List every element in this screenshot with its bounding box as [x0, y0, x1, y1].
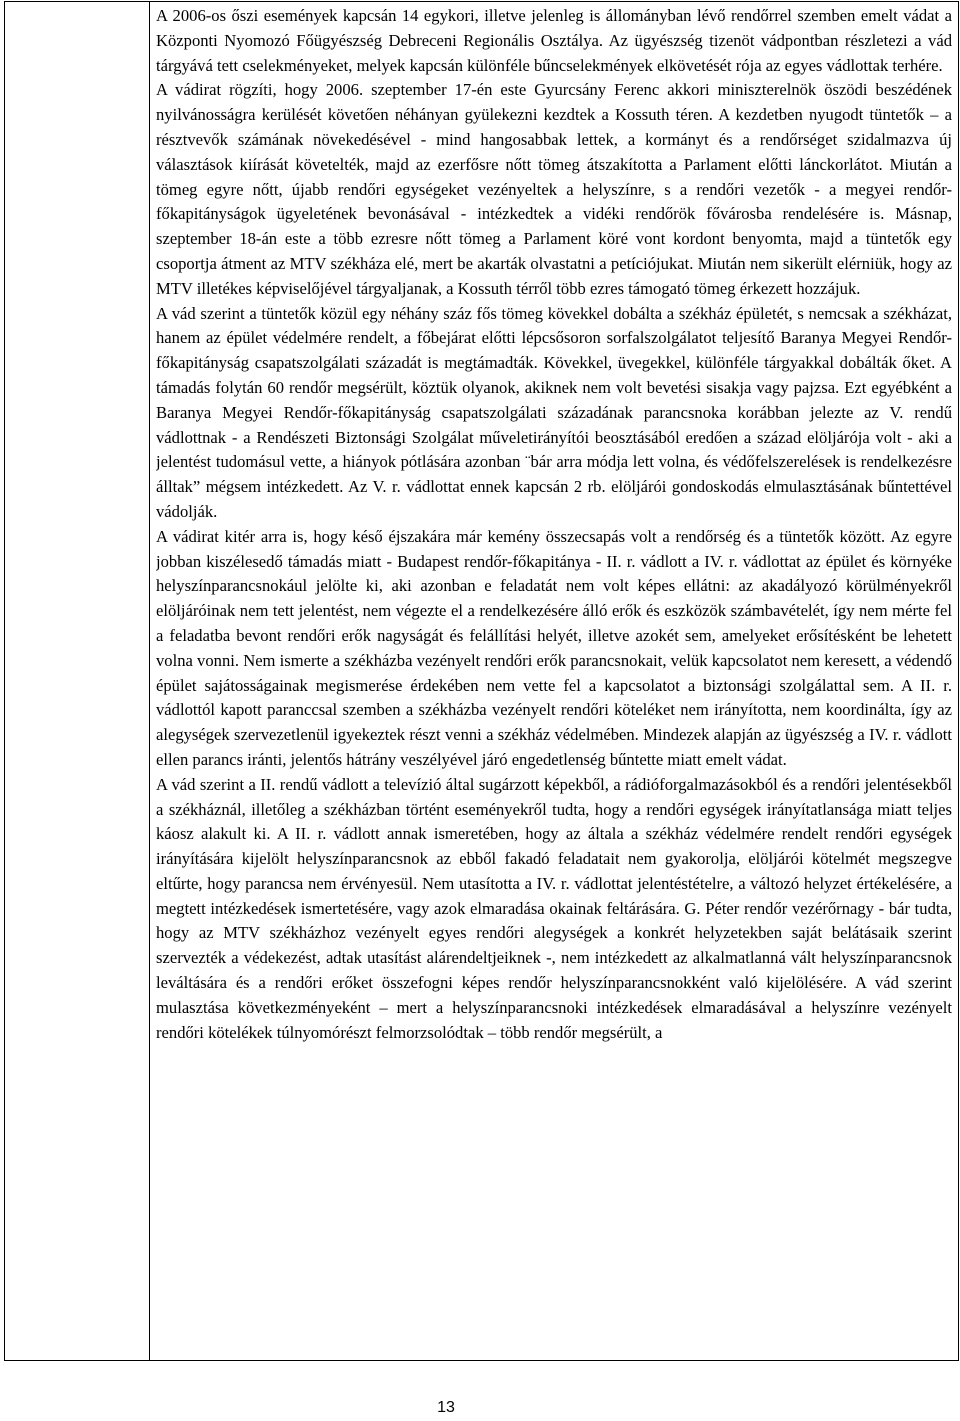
document-body [156, 4, 952, 1358]
paragraph-on-site-commander: A vádirat kitér arra is, hogy késő éjszakára már kemény összecsapás volt a rendőrség és a tüntetők között. Az egyre jobban kiszélesedő támadás miatt - Budapest rendőr-főkapitánya - II. r. vádlott a IV. r. vádlottat az épület és környéke helyszínparancsnokául jelölte ki, aki azonban e feladatát nem volt képes ellátni: az akadályozó körülményekről elöljáróinak nem tett jelentést, nem végezte el a rendelkezésére álló erők és eszközök számbavételét, így nem mérte fel a feladatba bevont rendőri erők nagyságát és felállítási helyét, illetve azokét sem, amelyeket erősítésként be lehetett volna vonni. Nem ismerte a székházba vezényelt rendőri erők parancsnokait, velük kapcsolatot nem keresett, a védendő épület sajátosságainak megismerése érdekében nem vette fel a kapcsolatot a biztonsági szolgálattal sem. A II. r. vádlottól kapott paranccsal szemben a székházba vezényelt rendőri köteléket nem irányította, nem koordinálta, így az alegységek szervezetlenül igyekeztek részt venni a székház védelmében. Mindezek alapján az ügyészség a IV. r. vádlott ellen parancs iránti, jelentős hátrány veszélyével járó engedetlenség bűntette miatt emelt vádat. [156, 526, 952, 769]
table-border-left [4, 1, 5, 1361]
table-border-right [958, 1, 959, 1361]
table-column-divider [149, 1, 150, 1361]
paragraph-indictment-intro: A 2006-os őszi események kapcsán 14 egykori, illetve jelenleg is állományban lévő rendőrrel szemben emelt vádat a Központi Nyomozó Főügyészség Debreceni Regionális Osztálya. Az ügyészség tizenöt vádpontban részletezi a vád tárgyává tett cselekményeket, melyek kapcsán különféle bűncselekmények elkövetését rója az egyes vádlottak terhére. [156, 6, 952, 75]
paragraph-second-defendant: A vád szerint a II. rendű vádlott a televízió által sugárzott képekből, a rádióforgalmazásokból és a rendőri jelentésekből a székháznál, illetőleg a székházban történt eseményekről tudta, hogy a rendőri egységek irányítatlansága miatt teljes káosz alakult ki. A II. r. vádlott annak ismeretében, hogy az általa a székház védelmére rendelt rendőri egységek irányítására kijelölt helyszínparancsnok az ebből fakadó feladatait nem gyakorolja, elöljárói kötelmét megszegve eltűrte, hogy parancsa nem érvényesül. Nem utasította a IV. r. vádlottat jelentéstételre, a változó helyzet értékelésére, a megtett intézkedések ismertetésére, vagy azok elmaradása okainak feltárására. G. Péter rendőr vezérőrnagy - bár tudta, hogy az MTV székházhoz vezényelt egyes rendőri alegységek a konkrét helyzetekben saját belátásaik szerint szervezték a védekezést, adtak utasítást alárendeltjeiknek -, nem intézkedett az alkalmatlanná vált helyszínparancsnok leváltására és a rendőri erőket összefogni képes rendőr helyszínparancsnokként való kijelölésére. A vád szerint mulasztása következményeként – mert a helyszínparancsnoki intézkedések elmaradásával a helyszínre vezényelt rendőri kötelékek túlnyomórészt felmorzsolódtak – több rendőr megsérült, a [156, 774, 952, 1042]
table-border-bottom [4, 1360, 959, 1361]
table-border-top [4, 1, 959, 2]
paragraph-mtv-headquarters-attack: A vád szerint a tüntetők közül egy néhány száz fős tömeg kövekkel dobálta a székház épületét, s nemcsak a székházat, hanem az épület védelmére rendelt, a főbejárat előtti lépcsősoron sorfalszolgálatot teljesítő Baranya Megyei Rendőr-főkapitányság csapatszolgálati századát is megtámadták. Kövekkel, üvegekkel, különféle tárgyakkal dobálták őket. A támadás folytán 60 rendőr megsérült, köztük olyanok, akiknek nem volt bevetési sisakja vagy pajzsa. Ezt egyébként a Baranya Megyei Rendőr-főkapitányság csapatszolgálati századának parancsnoka korábban jelezte az V. rendű vádlottnak - a Rendészeti Biztonsági Szolgálat műveletirányítói beosztásából eredően a század elöljárója volt - aki a jelentést tudomásul vette, a hiányok pótlására azonban ¨bár arra módja lett volna, és védőfelszerelések is rendelkezésre álltak” mégsem intézkedett. Az V. r. vádlottat ennek kapcsán 2 rb. elöljárói gondoskodás elmulasztásának bűntettével vádolják. [156, 303, 952, 521]
page-number: 13 [437, 1399, 455, 1416]
paragraph-kossuth-square-events: A vádirat rögzíti, hogy 2006. szeptember 17-én este Gyurcsány Ferenc akkori miniszterelnök öszödi beszédének nyilvánosságra kerülését követően néhányan gyülekezni kezdtek a Kossuth téren. A kezdetben nyugodt tüntetők – a résztvevők számának növekedésével - mind hangosabbak lettek, a kormányt és a rendőrséget szidalmazva új választások kiírását követelték, majd az ezerfősre nőtt tömeg átszakította a Parlament előtti lánckorlátot. Miután a tömeg egyre nőtt, újabb rendőri egységeket vezényeltek a helyszínre, s a rendőri vezetők - a megyei rendőr-főkapitányságok ügyeletének bevonásával - intézkedtek a vidéki rendőrök fővárosba rendelésére is. Másnap, szeptember 18-án este a több ezresre nőtt tömeg a Parlament köré vont kordont benyomta, majd a tüntetők egy csoportja átment az MTV székháza elé, mert be akarták olvastatni a petíciójukat. Miután nem sikerült elérniük, hogy az MTV illetékes képviselőjével tárgyaljanak, a Kossuth térről több ezres támogató tömeg érkezett hozzájuk. [156, 80, 952, 298]
